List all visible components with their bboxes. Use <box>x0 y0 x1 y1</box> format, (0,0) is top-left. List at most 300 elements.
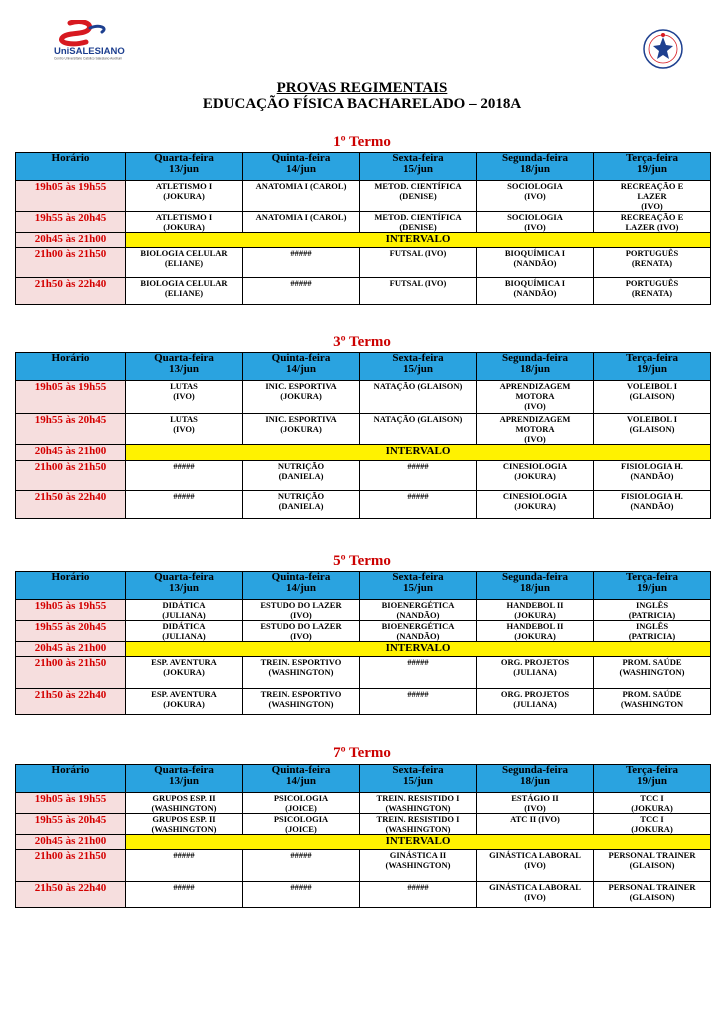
table-row <box>16 642 711 657</box>
exam-cell <box>477 814 594 835</box>
exam-cell <box>126 621 243 642</box>
exam-text: ORG. PROJETOS <box>500 657 570 667</box>
time-slot: 21h00 às 21h50 <box>16 248 126 278</box>
term-title: 3º Termo <box>333 334 391 350</box>
exam-cell <box>360 461 477 491</box>
table-row <box>16 600 711 621</box>
term-title: 1º Termo <box>333 134 391 150</box>
exam-cell <box>126 793 243 814</box>
exam-text: ESP. AVENTURA <box>151 657 217 667</box>
header-row <box>16 765 711 793</box>
table-row <box>16 689 711 715</box>
exam-cell <box>126 657 243 689</box>
exam-text: INIC. ESPORTIVA <box>265 381 337 391</box>
exam-cell <box>360 814 477 835</box>
title-line-2: EDUCAÇÃO FÍSICA BACHARELADO – 2018A <box>202 96 522 112</box>
exam-text: (ELIANE) <box>164 288 204 298</box>
exam-cell <box>126 491 243 519</box>
exam-text: (RENATA) <box>631 258 673 268</box>
day-date: 15/jun <box>403 163 433 175</box>
exam-text: (NANDÃO) <box>396 631 440 641</box>
exam-text: GINÁSTICA LABORAL <box>489 850 581 860</box>
exam-cell <box>360 882 477 908</box>
exam-text: (JOICE) <box>285 824 317 834</box>
exam-text: PERSONAL TRAINER <box>608 882 696 892</box>
exam-text: (NANDÃO) <box>630 501 674 511</box>
exam-cell <box>243 621 360 642</box>
exam-text: GINÁSTICA II <box>389 850 447 860</box>
exam-text: (JOKURA) <box>514 631 556 641</box>
column-header-day <box>126 765 243 793</box>
day-date: 15/jun <box>403 363 433 375</box>
exam-text: ORG. PROJETOS <box>500 689 570 699</box>
day-name: Quarta-feira <box>154 571 214 583</box>
exam-text: PERSONAL TRAINER <box>608 850 696 860</box>
exam-text: INIC. ESPORTIVA <box>265 414 337 424</box>
column-header-day <box>594 353 711 381</box>
exam-text: DIDÁTICA <box>162 600 206 610</box>
exam-cell <box>477 248 594 278</box>
exam-text: BIOLOGIA CELULAR <box>140 248 228 258</box>
table-row <box>16 414 711 445</box>
table-row <box>16 212 711 233</box>
exam-text: PROM. SAÚDE <box>622 657 682 667</box>
day-date: 18/jun <box>520 163 550 175</box>
exam-cell <box>594 657 711 689</box>
header-row <box>16 572 711 600</box>
column-header-day <box>126 572 243 600</box>
exam-text: TREIN. RESISTIDO I <box>376 814 460 824</box>
day-name: Terça-feira <box>625 152 679 164</box>
day-name: Quinta-feira <box>271 764 331 776</box>
exam-text: (IVO) <box>524 434 546 444</box>
day-name: Quinta-feira <box>271 352 331 364</box>
schedule-table <box>15 764 711 908</box>
exam-text: BIOENERGÉTICA <box>381 621 455 631</box>
exam-text: BIOLOGIA CELULAR <box>140 278 228 288</box>
exam-text: (IVO) <box>524 191 546 201</box>
exam-cell <box>594 814 711 835</box>
exam-text: ESP. AVENTURA <box>151 689 217 699</box>
column-header-time: Horário <box>16 765 126 793</box>
day-date: 15/jun <box>403 775 433 787</box>
day-name: Sexta-feira <box>392 152 444 164</box>
exam-text: INGLÊS <box>635 600 669 610</box>
column-header-day <box>594 153 711 181</box>
exam-cell <box>243 414 360 445</box>
exam-cell <box>477 600 594 621</box>
exam-cell <box>594 414 711 445</box>
exam-cell <box>360 689 477 715</box>
table-row <box>16 233 711 248</box>
exam-text: (IVO) <box>524 892 546 902</box>
exam-text: METOD. CIENTÍFICA <box>374 212 462 222</box>
exam-text: FISIOLOGIA H. <box>621 491 683 501</box>
exam-text: (JOKURA) <box>280 391 322 401</box>
exam-cell <box>126 181 243 212</box>
day-name: Quarta-feira <box>154 152 214 164</box>
logo-subtext: Centro Universitário Católico Salesiano Auxilium <box>54 56 123 60</box>
exam-text: (JOKURA) <box>514 610 556 620</box>
exam-cell <box>126 461 243 491</box>
day-name: Segunda-feira <box>502 152 568 164</box>
exam-text: (WASHINGTON) <box>268 667 334 677</box>
column-header-day <box>477 572 594 600</box>
exam-text: (DENISE) <box>399 222 437 232</box>
exam-cell <box>477 414 594 445</box>
exam-text: (NANDÃO) <box>630 471 674 481</box>
exam-text: NATAÇÃO (GLAISON) <box>373 414 463 424</box>
exam-text: (IVO) <box>524 860 546 870</box>
day-name: Segunda-feira <box>502 764 568 776</box>
exam-text: GINÁSTICA LABORAL <box>489 882 581 892</box>
schedule-table <box>15 152 711 305</box>
time-slot: 20h45 às 21h00 <box>16 233 126 248</box>
exam-cell <box>594 461 711 491</box>
exam-cell <box>126 212 243 233</box>
time-slot: 21h00 às 21h50 <box>16 461 126 491</box>
column-header-day <box>126 153 243 181</box>
exam-text: (PATRICIA) <box>628 631 676 641</box>
exam-text: NUTRIÇÃO <box>277 491 325 501</box>
exam-text: (JOKURA) <box>514 501 556 511</box>
exam-cell <box>477 793 594 814</box>
exam-cell <box>243 814 360 835</box>
exam-cell <box>360 793 477 814</box>
exam-text: FUTSAL (IVO) <box>389 278 447 288</box>
exam-text: SOCIOLOGIA <box>507 212 563 222</box>
exam-cell <box>243 278 360 305</box>
time-slot: 20h45 às 21h00 <box>16 835 126 850</box>
exam-text: RECREAÇÃO E <box>620 212 684 222</box>
exam-text: (PATRICIA) <box>628 610 676 620</box>
day-name: Sexta-feira <box>392 352 444 364</box>
header-row <box>16 153 711 181</box>
exam-cell <box>477 181 594 212</box>
exam-cell <box>243 793 360 814</box>
unisalesiano-logo <box>52 20 132 60</box>
exam-text: INGLÊS <box>635 621 669 631</box>
exam-cell <box>243 381 360 414</box>
exam-cell <box>477 621 594 642</box>
exam-text: TREIN. ESPORTIVO <box>260 657 342 667</box>
day-name: Terça-feira <box>625 352 679 364</box>
exam-text: FISIOLOGIA H. <box>621 461 683 471</box>
column-header-day <box>360 353 477 381</box>
exam-cell <box>243 461 360 491</box>
exam-text: ##### <box>173 461 195 471</box>
exam-cell <box>594 882 711 908</box>
exam-text: (DANIELA) <box>278 501 324 511</box>
exam-cell <box>594 689 711 715</box>
table-row <box>16 491 711 519</box>
table-row <box>16 882 711 908</box>
exam-cell <box>360 278 477 305</box>
column-header-day <box>594 572 711 600</box>
column-header-day <box>477 353 594 381</box>
exam-text: (GLAISON) <box>629 860 675 870</box>
exam-cell <box>477 850 594 882</box>
title-line-1: PROVAS REGIMENTAIS <box>276 80 448 96</box>
exam-text: ##### <box>290 248 312 258</box>
column-header-day <box>594 765 711 793</box>
table-row <box>16 621 711 642</box>
exam-text: ATC II (IVO) <box>510 814 560 824</box>
exam-cell <box>477 381 594 414</box>
term-title: 7º Termo <box>333 745 391 761</box>
time-slot: 19h05 às 19h55 <box>16 181 126 212</box>
exam-cell <box>126 414 243 445</box>
exam-cell <box>243 882 360 908</box>
exam-text: BIOENERGÉTICA <box>381 600 455 610</box>
exam-text: PORTUGUÊS <box>625 248 679 258</box>
exam-text: PSICOLOGIA <box>273 793 329 803</box>
exam-text: ##### <box>407 689 429 699</box>
day-date: 14/jun <box>286 582 316 594</box>
time-slot: 21h50 às 22h40 <box>16 882 126 908</box>
table-row <box>16 814 711 835</box>
time-slot: 19h05 às 19h55 <box>16 600 126 621</box>
table-row <box>16 793 711 814</box>
exam-cell <box>126 248 243 278</box>
exam-cell <box>477 491 594 519</box>
exam-text: BIOQUÍMICA I <box>504 278 566 288</box>
exam-cell <box>243 600 360 621</box>
exam-text: (GLAISON) <box>629 892 675 902</box>
column-header-day <box>243 765 360 793</box>
exam-text: (JOKURA) <box>163 222 205 232</box>
exam-text: (JOKURA) <box>631 824 673 834</box>
day-date: 15/jun <box>403 582 433 594</box>
exam-text: VOLEIBOL I <box>626 381 678 391</box>
exam-text: ##### <box>173 491 195 501</box>
exam-text: TCC I <box>640 793 664 803</box>
exam-cell <box>594 278 711 305</box>
exam-text: VOLEIBOL I <box>626 414 678 424</box>
exam-text: (JOICE) <box>285 803 317 813</box>
time-slot: 20h45 às 21h00 <box>16 445 126 461</box>
day-date: 19/jun <box>637 582 667 594</box>
exam-text: (IVO) <box>173 391 195 401</box>
exam-text: (JOKURA) <box>280 424 322 434</box>
table-row <box>16 278 711 305</box>
exam-cell <box>477 657 594 689</box>
exam-text: ANATOMIA I (CAROL) <box>255 212 347 222</box>
exam-text: TREIN. ESPORTIVO <box>260 689 342 699</box>
time-slot: 21h50 às 22h40 <box>16 278 126 305</box>
time-slot: 19h55 às 20h45 <box>16 212 126 233</box>
exam-text: ##### <box>173 882 195 892</box>
exam-text: GRUPOS ESP. II <box>152 793 216 803</box>
exam-text: (WASHINGTON) <box>385 803 451 813</box>
day-date: 19/jun <box>637 163 667 175</box>
exam-text: SOCIOLOGIA <box>507 181 563 191</box>
exam-text: ##### <box>290 278 312 288</box>
exam-cell <box>243 689 360 715</box>
exam-cell <box>126 882 243 908</box>
exam-text: (JOKURA) <box>631 803 673 813</box>
exam-text: ATLETISMO I <box>155 181 213 191</box>
exam-text: FUTSAL (IVO) <box>389 248 447 258</box>
exam-text: (WASHINGTON) <box>385 824 451 834</box>
exam-text: ##### <box>407 882 429 892</box>
exam-text: DIDÁTICA <box>162 621 206 631</box>
day-name: Quinta-feira <box>271 571 331 583</box>
logo-text: UniSALESIANO <box>54 46 125 57</box>
exam-cell <box>126 814 243 835</box>
exam-cell <box>243 657 360 689</box>
exam-cell <box>594 248 711 278</box>
exam-cell <box>477 689 594 715</box>
day-name: Sexta-feira <box>392 571 444 583</box>
table-row <box>16 248 711 278</box>
exam-text: ##### <box>173 850 195 860</box>
exam-cell <box>594 600 711 621</box>
exam-cell <box>126 381 243 414</box>
exam-cell <box>360 600 477 621</box>
day-name: Segunda-feira <box>502 352 568 364</box>
exam-cell <box>477 212 594 233</box>
exam-text: (WASHINGTON) <box>385 860 451 870</box>
exam-cell <box>243 850 360 882</box>
term-title: 5º Termo <box>333 553 391 569</box>
exam-cell <box>360 621 477 642</box>
exam-cell <box>477 461 594 491</box>
day-date: 18/jun <box>520 582 550 594</box>
day-date: 14/jun <box>286 163 316 175</box>
exam-cell <box>126 689 243 715</box>
column-header-day <box>360 153 477 181</box>
exam-text: NATAÇÃO (GLAISON) <box>373 381 463 391</box>
exam-text: ##### <box>407 491 429 501</box>
time-slot: 21h00 às 21h50 <box>16 657 126 689</box>
exam-text: (WASHINGTON) <box>619 667 685 677</box>
table-row <box>16 461 711 491</box>
exam-text: LUTAS <box>170 381 198 391</box>
interval-cell: INTERVALO <box>126 233 711 248</box>
exam-text: (GLAISON) <box>629 391 675 401</box>
exam-text: (NANDÃO) <box>513 288 557 298</box>
exam-text: (IVO) <box>641 201 663 211</box>
table-row <box>16 445 711 461</box>
exam-text: (DENISE) <box>399 191 437 201</box>
schedule-table <box>15 352 711 519</box>
exam-cell <box>360 491 477 519</box>
day-name: Quinta-feira <box>271 152 331 164</box>
day-date: 18/jun <box>520 363 550 375</box>
exam-text: PSICOLOGIA <box>273 814 329 824</box>
exam-text: (NANDÃO) <box>513 258 557 268</box>
exam-text: ##### <box>407 461 429 471</box>
exam-cell <box>360 657 477 689</box>
time-slot: 21h50 às 22h40 <box>16 689 126 715</box>
exam-text: ##### <box>407 657 429 667</box>
physical-education-emblem-icon <box>642 28 684 70</box>
exam-text: GRUPOS ESP. II <box>152 814 216 824</box>
exam-cell <box>594 212 711 233</box>
exam-text: TCC I <box>640 814 664 824</box>
exam-cell <box>360 381 477 414</box>
exam-cell <box>360 850 477 882</box>
exam-text: HANDEBOL II <box>506 621 564 631</box>
column-header-day <box>126 353 243 381</box>
exam-text: (IVO) <box>524 401 546 411</box>
exam-text: BIOQUÍMICA I <box>504 248 566 258</box>
exam-text: MOTORA <box>515 391 555 401</box>
exam-cell <box>126 278 243 305</box>
exam-text: (WASHINGTON <box>620 699 684 709</box>
day-name: Terça-feira <box>625 571 679 583</box>
exam-text: (ELIANE) <box>164 258 204 268</box>
column-header-day <box>243 353 360 381</box>
exam-cell <box>594 793 711 814</box>
exam-text: RECREAÇÃO E <box>620 181 684 191</box>
column-header-time: Horário <box>16 153 126 181</box>
exam-text: (JOKURA) <box>163 699 205 709</box>
exam-cell <box>360 414 477 445</box>
interval-cell: INTERVALO <box>126 445 711 461</box>
exam-text: NUTRIÇÃO <box>277 461 325 471</box>
day-name: Quarta-feira <box>154 764 214 776</box>
day-date: 14/jun <box>286 363 316 375</box>
exam-text: (WASHINGTON) <box>268 699 334 709</box>
exam-cell <box>594 381 711 414</box>
day-name: Quarta-feira <box>154 352 214 364</box>
exam-text: METOD. CIENTÍFICA <box>374 181 462 191</box>
exam-text: PORTUGUÊS <box>625 278 679 288</box>
day-date: 18/jun <box>520 775 550 787</box>
schedule-table <box>15 571 711 715</box>
column-header-time: Horário <box>16 572 126 600</box>
exam-text: (IVO) <box>524 803 546 813</box>
exam-text: ##### <box>290 882 312 892</box>
exam-text: CINESIOLOGIA <box>502 461 568 471</box>
exam-text: (IVO) <box>290 610 312 620</box>
exam-cell <box>126 600 243 621</box>
time-slot: 19h55 às 20h45 <box>16 414 126 445</box>
exam-cell <box>243 491 360 519</box>
exam-text: (JOKURA) <box>163 191 205 201</box>
exam-cell <box>594 621 711 642</box>
exam-text: (NANDÃO) <box>396 610 440 620</box>
interval-cell: INTERVALO <box>126 835 711 850</box>
time-slot: 19h05 às 19h55 <box>16 793 126 814</box>
exam-text: CINESIOLOGIA <box>502 491 568 501</box>
column-header-time: Horário <box>16 353 126 381</box>
exam-cell <box>360 212 477 233</box>
exam-cell <box>360 181 477 212</box>
exam-text: ##### <box>290 850 312 860</box>
day-name: Sexta-feira <box>392 764 444 776</box>
interval-cell: INTERVALO <box>126 642 711 657</box>
column-header-day <box>243 153 360 181</box>
exam-text: HANDEBOL II <box>506 600 564 610</box>
header-row <box>16 353 711 381</box>
exam-text: ESTUDO DO LAZER <box>260 600 342 610</box>
time-slot: 19h55 às 20h45 <box>16 621 126 642</box>
exam-cell <box>243 181 360 212</box>
exam-text: ANATOMIA I (CAROL) <box>255 181 347 191</box>
exam-text: (JULIANA) <box>162 631 206 641</box>
day-name: Segunda-feira <box>502 571 568 583</box>
exam-cell <box>477 278 594 305</box>
exam-cell <box>477 882 594 908</box>
exam-text: (JOKURA) <box>163 667 205 677</box>
exam-text: (JULIANA) <box>162 610 206 620</box>
exam-text: ESTUDO DO LAZER <box>260 621 342 631</box>
exam-text: APRENDIZAGEM <box>499 381 571 391</box>
exam-text: (JULIANA) <box>513 667 557 677</box>
